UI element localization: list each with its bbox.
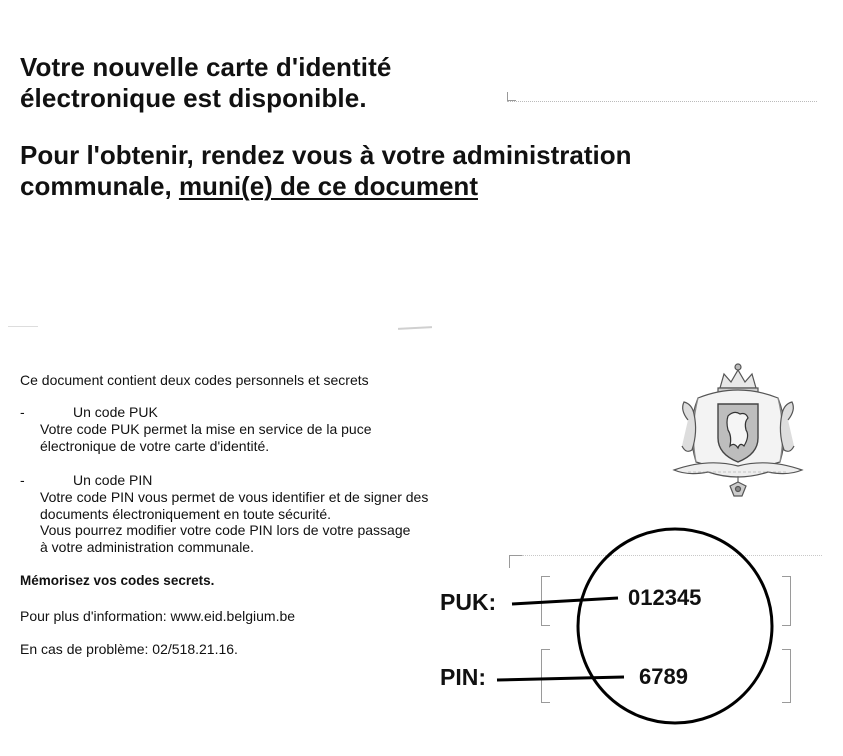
puk-desc-line-1: Votre code PUK permet la mise en service de la puce	[40, 421, 372, 437]
pin-code-value: 6789	[639, 664, 688, 689]
pin-label: PIN:	[440, 664, 486, 690]
problem-contact-text: En cas de problème: 02/518.21.16.	[20, 641, 238, 657]
memorize-notice: Mémorisez vos codes secrets.	[20, 573, 215, 588]
puk-bullet: -	[20, 404, 25, 420]
pin-desc-line-4: à votre administration communale.	[40, 538, 254, 555]
notice-title-line-1: Votre nouvelle carte d'identité	[20, 52, 392, 82]
puk-title: Un code PUK	[73, 404, 158, 420]
pin-title: Un code PIN	[73, 472, 153, 488]
puk-desc-line-2: électronique de votre carte d'identité.	[40, 437, 270, 454]
pin-desc-line-1: Votre code PIN vous permet de vous identifier et de signer des	[40, 489, 429, 505]
puk-pointer-line	[512, 598, 618, 604]
instruction-line-1: Pour l'obtenir, rendez vous à votre administration	[20, 140, 632, 170]
puk-code-value: 012345	[628, 585, 702, 610]
instruction-prefix: communale,	[20, 171, 179, 201]
pin-desc-line-3: Vous pourrez modifier votre code PIN lors de votre passage	[40, 522, 411, 538]
instruction-underlined: muni(e) de ce document	[178, 171, 478, 201]
pin-desc-line-2: documents électroniquement en toute sécurité.	[40, 505, 332, 522]
intro-text: Ce document contient deux codes personnels et secrets	[20, 372, 369, 388]
puk-label: PUK:	[440, 589, 497, 615]
notice-title-line-2: électronique est disponible.	[20, 83, 367, 113]
pin-bullet: -	[20, 472, 25, 488]
pin-pointer-line	[497, 677, 624, 680]
more-info-text: Pour plus d'information: www.eid.belgium.be	[20, 608, 296, 624]
